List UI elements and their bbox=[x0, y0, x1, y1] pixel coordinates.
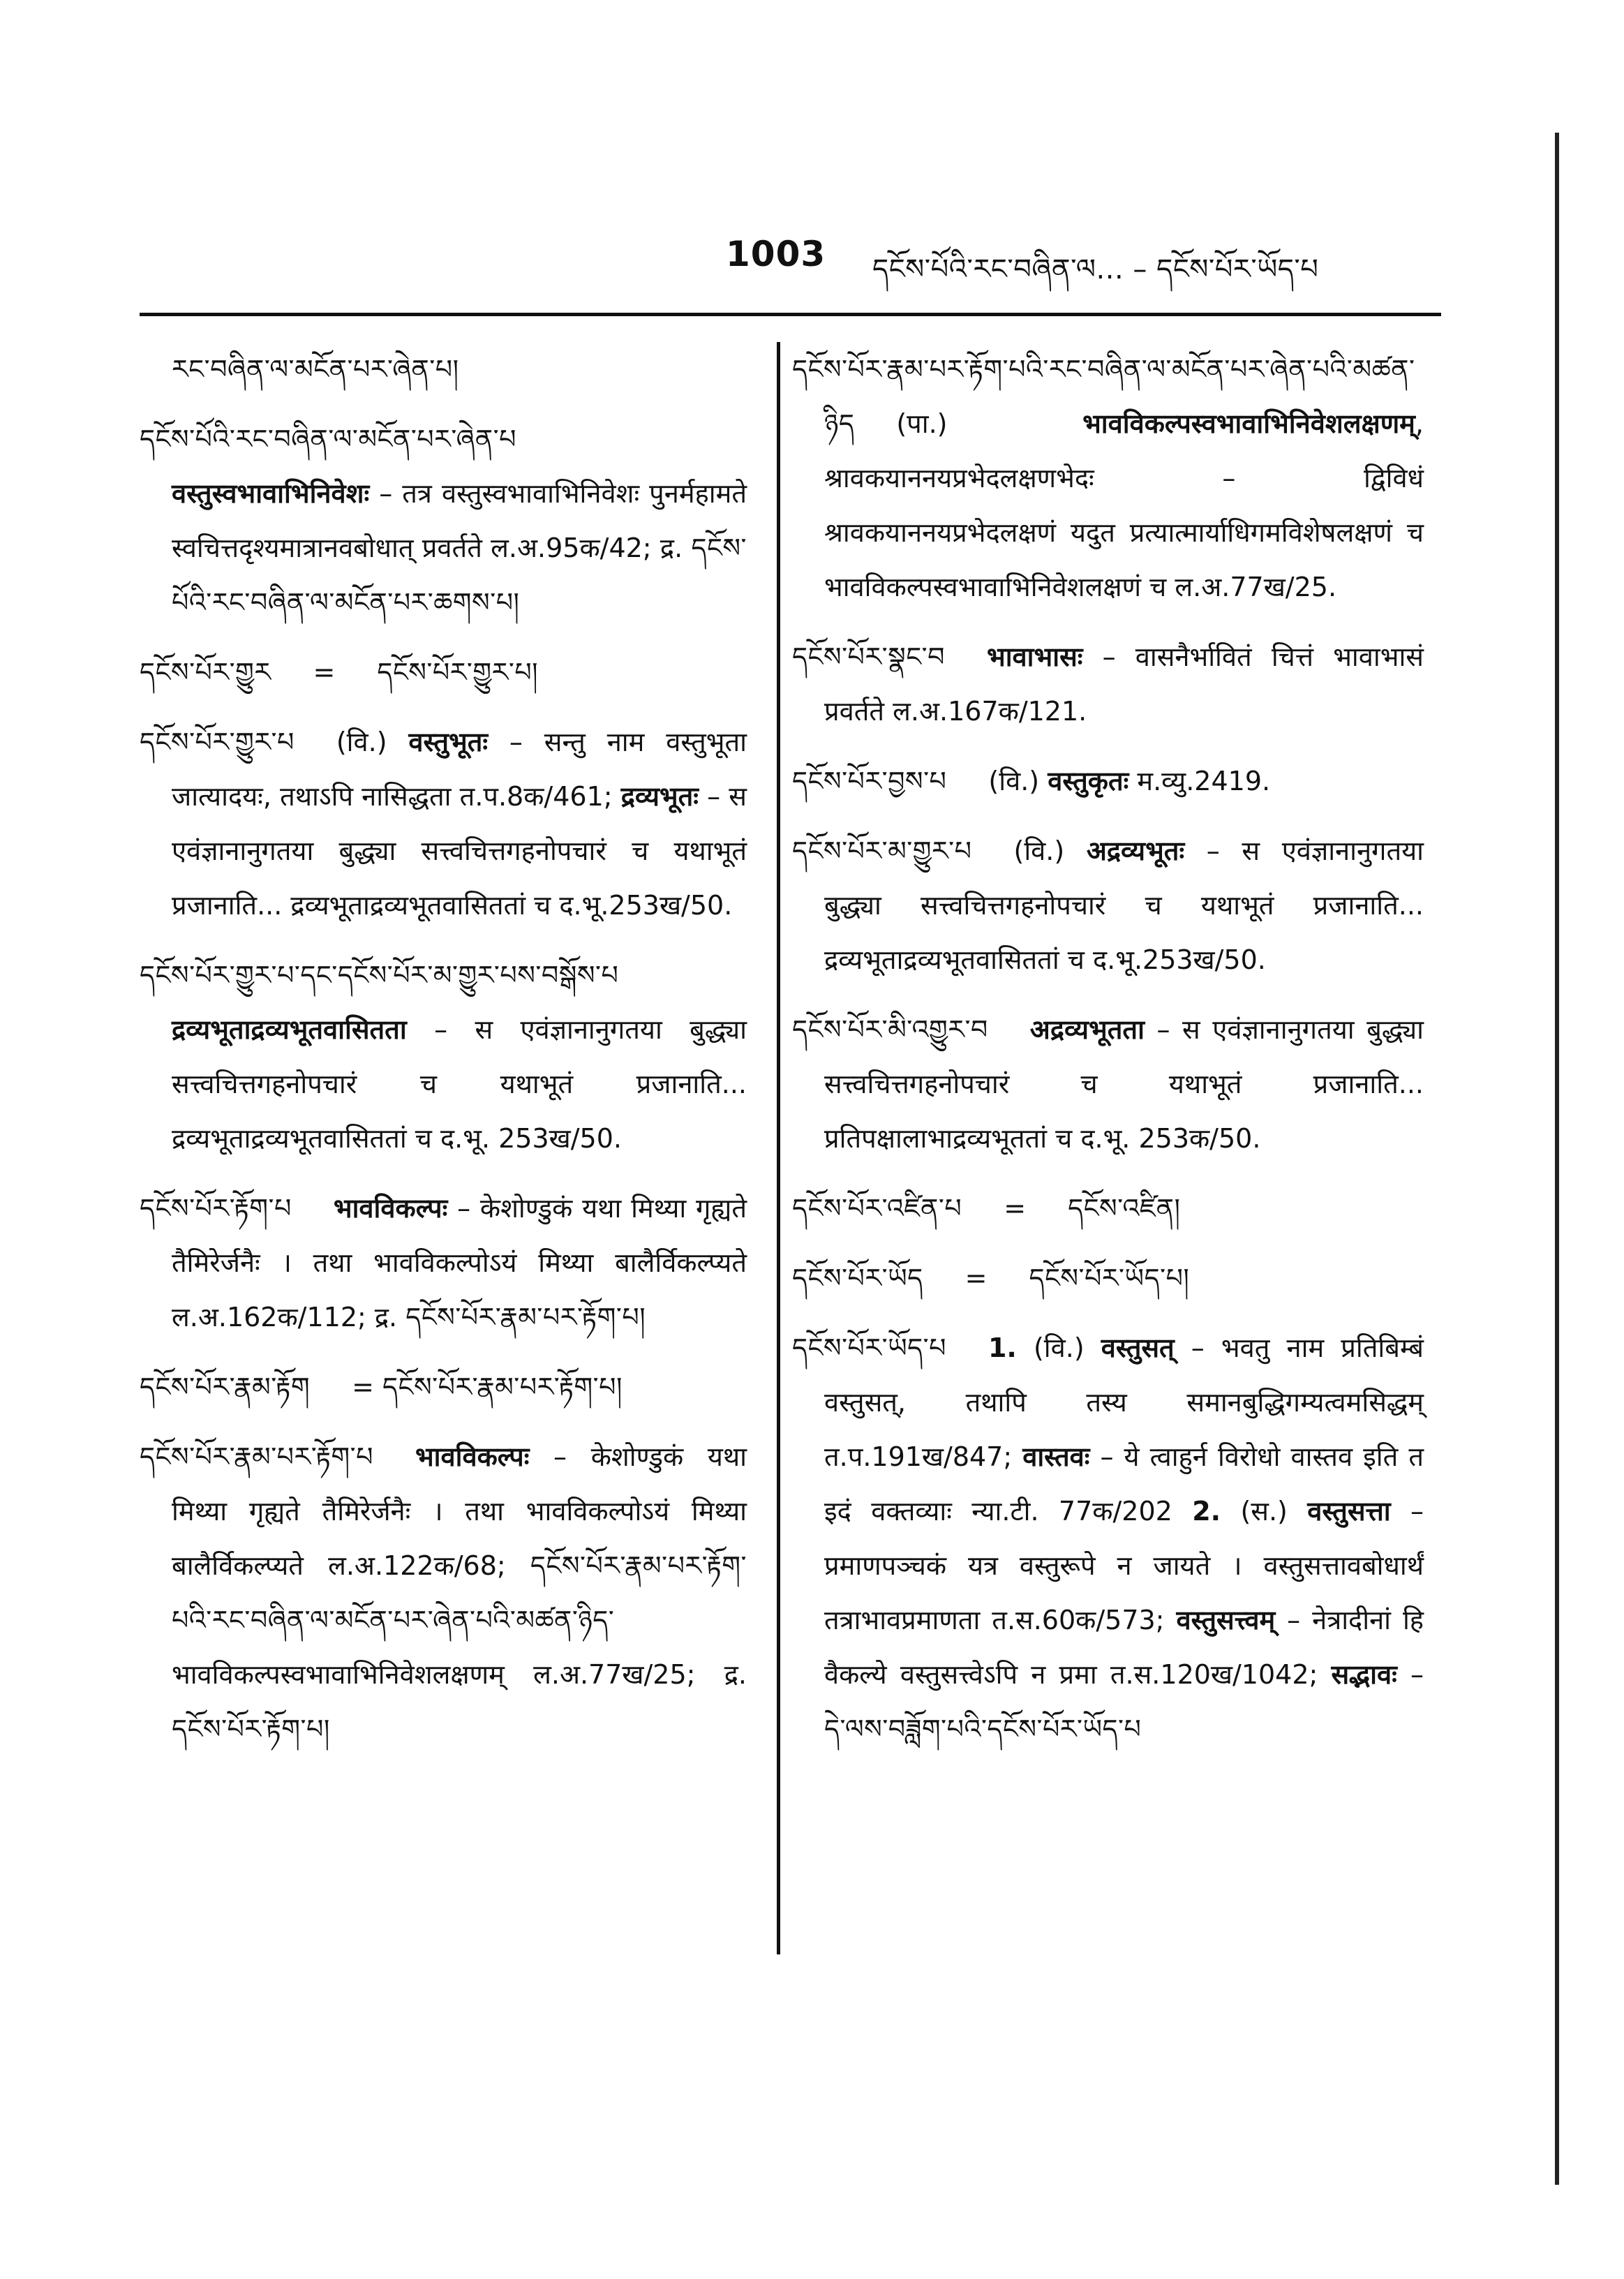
sanskrit-equivalent: भावविकल्पस्वभावाभिनिवेशलक्षणम् bbox=[1082, 408, 1415, 439]
entry-headword: དངོས་པོར་རྣམ་རྟོག bbox=[140, 1372, 311, 1402]
tibetan-cross-reference: དངོས་འཛིན། bbox=[1068, 1193, 1181, 1224]
sanskrit-equivalent: वस्तुकृतः bbox=[1048, 766, 1129, 796]
entry-headword: དངོས་པོར་ཡོད་པ bbox=[792, 1332, 946, 1363]
entry-headword: དངོས་པོར་བྱས་པ bbox=[792, 766, 947, 796]
entry-text: – केशोण्डुकं यथा मिथ्या गृह्यते तैमिरेर्जनैः । तथा भावविकल्पोऽयं मिथ्या बालैर्विकल्प्यते ल.अ.162क/112; द्र. bbox=[172, 1193, 747, 1332]
sanskrit-equivalent: वस्तुभूतः bbox=[408, 727, 489, 757]
sanskrit-equivalent: भावविकल्पः bbox=[415, 1441, 530, 1472]
dictionary-entry bbox=[792, 754, 1424, 808]
entry-text: – भवतु नाम प्रतिबिम्बं वस्तुसत्, तथापि तस्य समानबुद्धिगम्यत्वमसिद्धम् त.प.191ख/847; bbox=[824, 1332, 1424, 1472]
dictionary-entry bbox=[792, 1181, 1424, 1235]
right-column bbox=[792, 342, 1424, 1772]
entry-headword: དངོས་པོར་གྱུར་པ bbox=[140, 727, 295, 757]
entry-text: – स एवंज्ञानानुगतया बुद्ध्या सत्त्वचित्तगहनोपचारं च यथाभूतं प्रजानाति... द्रव्यभूताद्रव्यभूतवासिततां च द.भू. 253ख/50. bbox=[172, 1014, 747, 1154]
entry-text: – वासनैर्भावितं चित्तं भावाभासं प्रवर्तते ल.अ.167क/121. bbox=[824, 641, 1424, 727]
dictionary-entry bbox=[792, 630, 1424, 738]
header-rule bbox=[140, 313, 1441, 316]
sanskrit-equivalent: सद्भावः bbox=[1331, 1659, 1397, 1690]
entry-text: , श्रावकयाननयप्रभेदलक्षणभेदः – द्विविधं श्रावकयाननयप्रभेदलक्षणं यदुत प्रत्यात्मार्याधिगमविशेषलक्षणं च भावविकल्पस्वभावाभिनिवेशलक्षणं च ल.अ.77ख/25. bbox=[824, 408, 1424, 602]
sanskrit-equivalent: वस्तुसत्ता bbox=[1307, 1496, 1391, 1527]
dictionary-entry bbox=[140, 715, 747, 933]
tibetan-cross-reference: དངོས་པོར་གྱུར་པ། bbox=[377, 657, 539, 688]
entry-headword: དངོས་པོའི་རང་བཞིན་ལ་མངོན་པར་ཞེན་པ bbox=[140, 424, 516, 454]
entry-text: (स.) bbox=[1221, 1496, 1308, 1527]
entry-text: – नेत्रादीनां हि वैकल्ये वस्तुसत्त्वेऽपि न प्रमा त.स.120ख/1042; bbox=[824, 1605, 1424, 1690]
entry-text: – स एवंज्ञानानुगतया बुद्ध्या सत्त्वचित्तगहनोपचारं च यथाभूतं प्रजानाति... द्रव्यभूताद्रव्यभूतवासिततां च द.भू.253ख/50. bbox=[824, 836, 1424, 975]
entry-headword: དངོས་པོར་གྱུར bbox=[140, 657, 271, 688]
dictionary-entry bbox=[140, 645, 747, 699]
entry-text: (वि.) bbox=[1016, 1332, 1101, 1363]
entry-text: (वि.) bbox=[336, 727, 409, 757]
page-number: 1003 bbox=[726, 234, 826, 274]
entry-text: भावविकल्पस्वभावाभिनिवेशलक्षणम् ल.अ.77ख/25; द्र. bbox=[172, 1659, 747, 1690]
entry-headword: དངོས་པོར་རྟོག་པ bbox=[140, 1193, 292, 1224]
entry-text: – स एवंज्ञानानुगतया बुद्ध्या सत्त्वचित्तगहनोपचारं च यथाभूतं प्रजानाति... द्रव्यभूताद्रव्यभूतवासिततां च द.भू.253ख/50. bbox=[172, 781, 747, 921]
tibetan-cross-reference: དེ་ལས་བཟློག་པའི་དངོས་པོར་ཡོད་པ bbox=[824, 1714, 1142, 1744]
entry-text bbox=[374, 1372, 382, 1402]
dictionary-entry bbox=[140, 1430, 747, 1756]
tibetan-cross-reference: དངོས་པོར་རྟོག་པ། bbox=[172, 1714, 330, 1744]
entry-headword: དངོས་པོར་རྣམ་པར་རྟོག་པ bbox=[140, 1441, 373, 1472]
entry-headword: དངོས་པོར་སྣང་བ bbox=[792, 641, 945, 672]
dictionary-entry bbox=[792, 1002, 1424, 1166]
entry-text: – केशोण्डुकं यथा मिथ्या गृह्यते तैमिरेर्जनैः । तथा भावविकल्पोऽयं मिथ्या बालैर्विकल्प्यते ल.अ.122क/68; bbox=[172, 1441, 747, 1581]
sanskrit-equivalent: द्रव्यभूतः bbox=[620, 781, 699, 812]
entry-headword: དངོས་པོར་མི་འགྱུར་བ bbox=[792, 1014, 988, 1045]
entry-text: = bbox=[1004, 1193, 1027, 1224]
sanskrit-equivalent: 1. bbox=[988, 1332, 1017, 1363]
entry-headword: དངོས་པོར་མ་གྱུར་པ bbox=[792, 836, 972, 866]
dictionary-entry bbox=[792, 1251, 1424, 1305]
tibetan-cross-reference: དངོས་པོར་རྣམ་པར་རྟོག་པ། bbox=[405, 1302, 646, 1332]
entry-text: = bbox=[352, 1372, 374, 1402]
tibetan-cross-reference: དངོས་པོའི་རང་བཞིན་ལ་མངོན་པར་ཆགས་པ། bbox=[172, 533, 747, 618]
sanskrit-equivalent: वस्तुस्वभावाभिनिवेशः bbox=[172, 478, 370, 509]
entry-headword: རང་བཞིན་ལ་མངོན་པར་ཞེན་པ། bbox=[172, 354, 459, 385]
entry-text: = bbox=[313, 657, 336, 688]
running-head: དངོས་པོའི་རང་བཞིན་ལ... – དངོས་པོར་ཡོད་པ bbox=[872, 253, 1319, 285]
sanskrit-equivalent: भावविकल्पः bbox=[333, 1193, 448, 1224]
sanskrit-equivalent: 2. bbox=[1192, 1496, 1221, 1527]
dictionary-entry bbox=[140, 1360, 747, 1414]
left-column bbox=[140, 342, 747, 1772]
tibetan-cross-reference: དངོས་པོར་རྣམ་པར་རྟོག་པ། bbox=[382, 1372, 623, 1402]
entry-text: (पा.) bbox=[896, 408, 1083, 439]
column-divider bbox=[777, 342, 780, 1954]
entry-headword: དངོས་པོར་ཡོད bbox=[792, 1263, 923, 1293]
sanskrit-equivalent: अद्रव्यभूतता bbox=[1029, 1014, 1145, 1045]
entry-text: (वि.) bbox=[1013, 836, 1087, 866]
tibetan-cross-reference: དངོས་པོར་རྣམ་པར་རྟོག་པའི་རང་བཞིན་ལ་མངོན་པར་ཞེན་པའི་མཚན་ཉིད་ bbox=[172, 1550, 747, 1635]
dictionary-entry bbox=[792, 1321, 1424, 1756]
dictionary-entry bbox=[140, 342, 747, 396]
dictionary-entry bbox=[140, 1181, 747, 1344]
page-edge-line bbox=[1555, 133, 1559, 2185]
sanskrit-equivalent: वास्तवः bbox=[1022, 1441, 1090, 1472]
dictionary-entry bbox=[792, 342, 1424, 614]
entry-text: म.व्यु.2419. bbox=[1128, 766, 1271, 796]
sanskrit-equivalent: वस्तुसत्त्वम् bbox=[1176, 1605, 1276, 1635]
dictionary-entry bbox=[792, 824, 1424, 987]
entry-text: – ये त्वाहुर्न विरोधो वास्तव इति त इदं वक्तव्याः न्या.टी. 77क/202 bbox=[824, 1441, 1424, 1527]
entry-headword: དངོས་པོར་འཛིན་པ bbox=[792, 1193, 962, 1224]
entry-text: – प्रमाणपञ्चकं यत्र वस्तुरूपे न जायते । वस्तुसत्तावबोधार्थं तत्राभावप्रमाणता त.स.60क/573; bbox=[824, 1496, 1424, 1635]
entry-text: – सन्तु नाम वस्तुभूता जात्यादयः, तथाऽपि नासिद्धता त.प.8क/461; bbox=[172, 727, 747, 812]
sanskrit-equivalent: अद्रव्यभूतः bbox=[1086, 836, 1185, 866]
entry-text: – स एवंज्ञानानुगतया बुद्ध्या सत्त्वचित्तगहनोपचारं च यथाभूतं प्रजानाति... प्रतिपक्षालाभाद्रव्यभूततां च द.भू. 253क/50. bbox=[824, 1014, 1424, 1154]
entry-headword: དངོས་པོར་གྱུར་པ་དང་དངོས་པོར་མ་གྱུར་པས་བསྒོས་པ bbox=[140, 960, 619, 990]
entry-headword: དངོས་པོར་རྣམ་པར་རྟོག་པའི་རང་བཞིན་ལ་མངོན་པར་ཞེན་པའི་མཚན་ཉིད bbox=[792, 354, 1415, 439]
entry-text: – तत्र वस्तुस्वभावाभिनिवेशः पुनर्महामते स्वचित्तदृश्यमात्रानवबोधात् प्रवर्तते ल.अ.95क/42; द्र. bbox=[172, 478, 747, 563]
tibetan-cross-reference: དངོས་པོར་ཡོད་པ། bbox=[1029, 1263, 1190, 1293]
entry-text: = bbox=[964, 1263, 988, 1293]
entry-text: – bbox=[1396, 1659, 1424, 1690]
sanskrit-equivalent: भावाभासः bbox=[987, 641, 1083, 672]
entry-text: (वि.) bbox=[988, 766, 1048, 796]
sanskrit-equivalent: द्रव्यभूताद्रव्यभूतवासितता bbox=[172, 1014, 407, 1045]
dictionary-entry bbox=[140, 412, 747, 630]
sanskrit-equivalent: वस्तुसत् bbox=[1101, 1332, 1175, 1363]
dictionary-entry bbox=[140, 948, 747, 1166]
